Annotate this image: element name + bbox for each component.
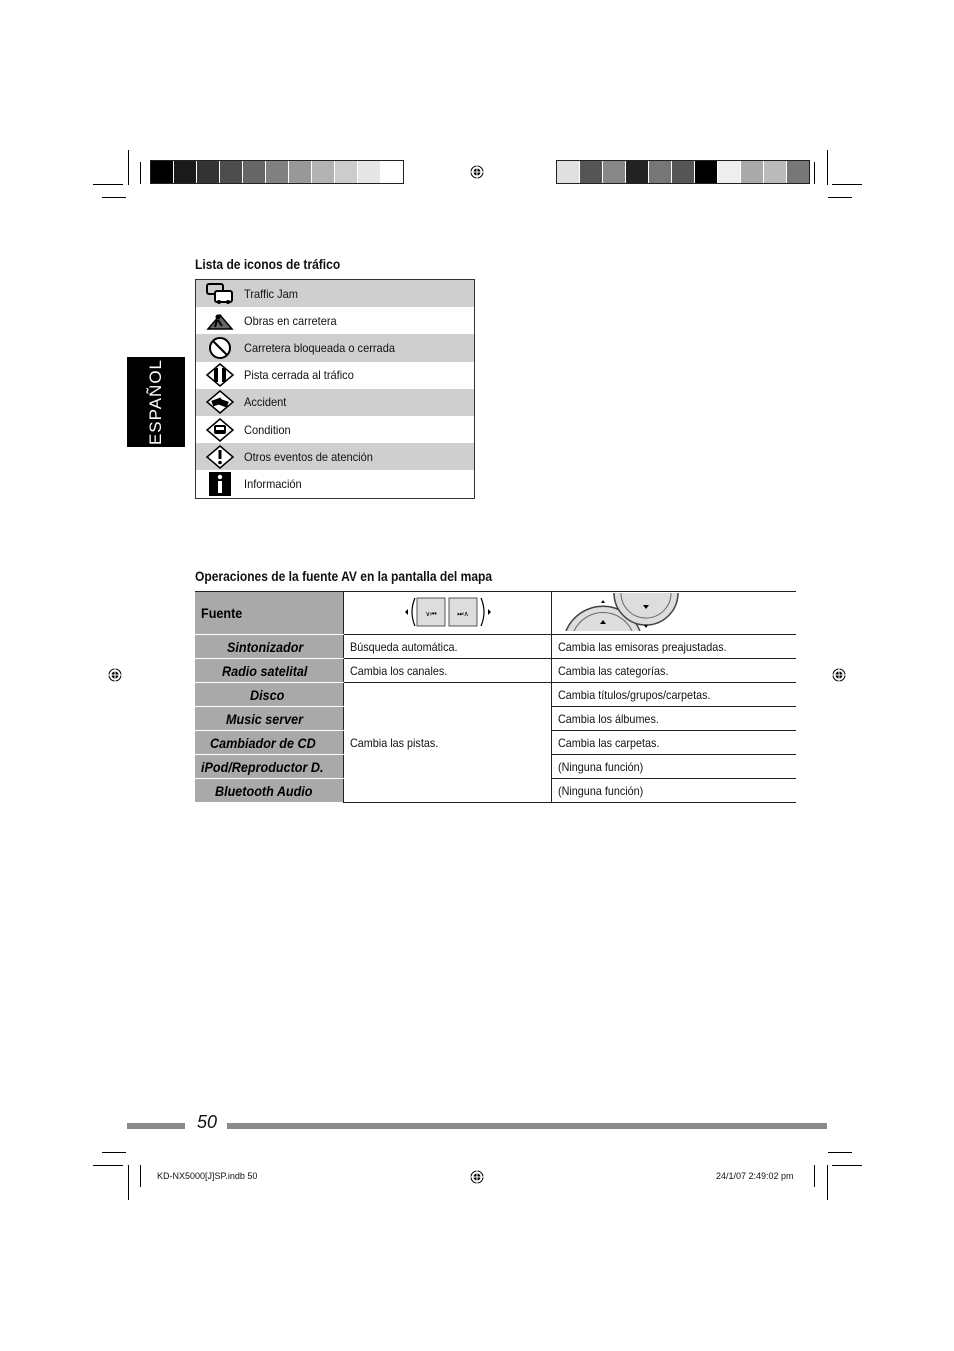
roadworks-icon: [205, 309, 235, 333]
registration-mark-icon: [108, 668, 122, 682]
traffic-icons-heading: Lista de iconos de tráfico: [195, 256, 341, 272]
list-item-label: Obras en carretera: [244, 313, 337, 328]
attention-icon: [205, 445, 235, 469]
color-swatch: [335, 161, 358, 183]
list-item: [196, 307, 474, 334]
page-bar-right: [227, 1123, 827, 1129]
language-tab: [127, 357, 185, 447]
source-label: Music server: [226, 710, 304, 727]
av-operations-table: [195, 591, 796, 803]
source-label: Disco: [250, 686, 285, 703]
list-item: [196, 362, 474, 389]
footer-file-info: KD-NX5000[J]SP.indb 50: [157, 1171, 258, 1181]
color-swatch: [220, 161, 243, 183]
source-label: Bluetooth Audio: [214, 782, 313, 799]
dial-function-text: Cambia las categorías.: [558, 663, 669, 678]
color-swatch: [741, 161, 764, 183]
av-operations-heading: Operaciones de la fuente AV en la pantalla del mapa: [195, 568, 493, 584]
registration-mark-icon: [470, 165, 484, 179]
color-swatch: [197, 161, 220, 183]
list-item-label: Pista cerrada al tráfico: [244, 368, 354, 383]
crop-mark: [832, 184, 862, 185]
registration-mark-icon: [470, 1170, 484, 1184]
crop-mark: [814, 1165, 815, 1187]
page-number: 50: [197, 1112, 218, 1132]
color-swatch: [151, 161, 174, 183]
list-item: [196, 470, 474, 497]
header-skip-buttons-cell: [344, 592, 552, 635]
color-swatch: [557, 161, 580, 183]
crop-mark: [102, 1152, 126, 1153]
registration-mark-icon: [832, 668, 846, 682]
crop-mark: [93, 1165, 123, 1166]
lane-closed-icon: [205, 363, 235, 387]
crop-mark: [140, 1165, 141, 1187]
header-source-label: Fuente: [201, 605, 243, 621]
dial-function-text: Cambia títulos/grupos/carpetas.: [558, 687, 711, 702]
skip-function-text: Cambia los canales.: [350, 663, 448, 678]
list-item: [196, 334, 474, 361]
table-row: [195, 683, 796, 707]
color-swatch: [764, 161, 787, 183]
traffic-icon-table: [195, 279, 475, 499]
skip-buttons-icon: [403, 595, 493, 629]
color-swatch: [358, 161, 381, 183]
table-row: [195, 659, 796, 683]
color-swatch: [312, 161, 335, 183]
crop-mark: [827, 1165, 828, 1200]
color-swatch: [626, 161, 649, 183]
crop-mark: [814, 162, 815, 184]
skip-function-text: Búsqueda automática.: [350, 639, 458, 654]
list-item: [196, 416, 474, 443]
color-swatch: [174, 161, 197, 183]
dial-function-text: Cambia las emisoras preajustadas.: [558, 639, 727, 654]
list-item-label: Información: [244, 476, 302, 491]
dial-buttons-icon: [558, 593, 688, 631]
color-swatch: [649, 161, 672, 183]
source-label: Radio satelital: [221, 662, 308, 679]
source-label: Cambiador de CD: [210, 734, 317, 751]
color-swatch: [289, 161, 312, 183]
color-swatch: [580, 161, 603, 183]
list-item-label: Carretera bloqueada o cerrada: [244, 340, 395, 355]
list-item-label: Traffic Jam: [244, 286, 298, 301]
crop-mark: [827, 150, 828, 185]
list-item-label: Otros eventos de atención: [244, 449, 373, 464]
page-bar-left: [127, 1123, 185, 1129]
crop-mark: [128, 150, 129, 185]
header-source-cell: [195, 592, 344, 635]
color-calibration-bar-left: [150, 160, 404, 184]
header-dial-cell: [552, 592, 797, 635]
color-swatch: [266, 161, 289, 183]
crop-mark: [140, 162, 141, 184]
footer-timestamp: 24/1/07 2:49:02 pm: [716, 1171, 794, 1181]
language-tab-label: ESPAÑOL: [146, 358, 165, 446]
crop-mark: [102, 197, 126, 198]
table-header-row: [195, 592, 796, 635]
merged-skip-function-cell: [344, 683, 552, 803]
crop-mark: [828, 197, 852, 198]
table-row: [195, 635, 796, 659]
list-item: [196, 389, 474, 416]
source-label: iPod/Reproductor D.: [201, 758, 324, 775]
color-swatch: [718, 161, 741, 183]
svg-text:∨⏮: ∨⏮: [424, 609, 437, 618]
color-swatch: [243, 161, 266, 183]
dial-function-text: Cambia las carpetas.: [558, 735, 660, 750]
color-swatch: [695, 161, 718, 183]
crop-mark: [832, 1165, 862, 1166]
traffic-jam-icon: [205, 282, 235, 306]
svg-text:⏭∧: ⏭∧: [456, 609, 469, 618]
color-swatch: [672, 161, 695, 183]
dial-function-text: (Ninguna función): [558, 759, 644, 774]
source-label: Sintonizador: [226, 638, 303, 655]
info-icon: [205, 472, 235, 496]
crop-mark: [93, 184, 123, 185]
color-swatch: [787, 161, 809, 183]
accident-icon: [205, 390, 235, 414]
color-swatch: [381, 161, 403, 183]
condition-icon: [205, 418, 235, 442]
color-calibration-bar-right: [556, 160, 810, 184]
list-item: [196, 443, 474, 470]
crop-mark: [128, 1165, 129, 1200]
list-item-label: Condition: [244, 422, 291, 437]
skip-function-text: Cambia las pistas.: [350, 735, 439, 750]
road-closed-icon: [205, 336, 235, 360]
list-item-label: Accident: [244, 395, 287, 410]
crop-mark: [828, 1152, 852, 1153]
color-swatch: [603, 161, 626, 183]
dial-function-text: (Ninguna función): [558, 783, 644, 798]
list-item: [196, 280, 474, 307]
dial-function-text: Cambia los álbumes.: [558, 711, 659, 726]
